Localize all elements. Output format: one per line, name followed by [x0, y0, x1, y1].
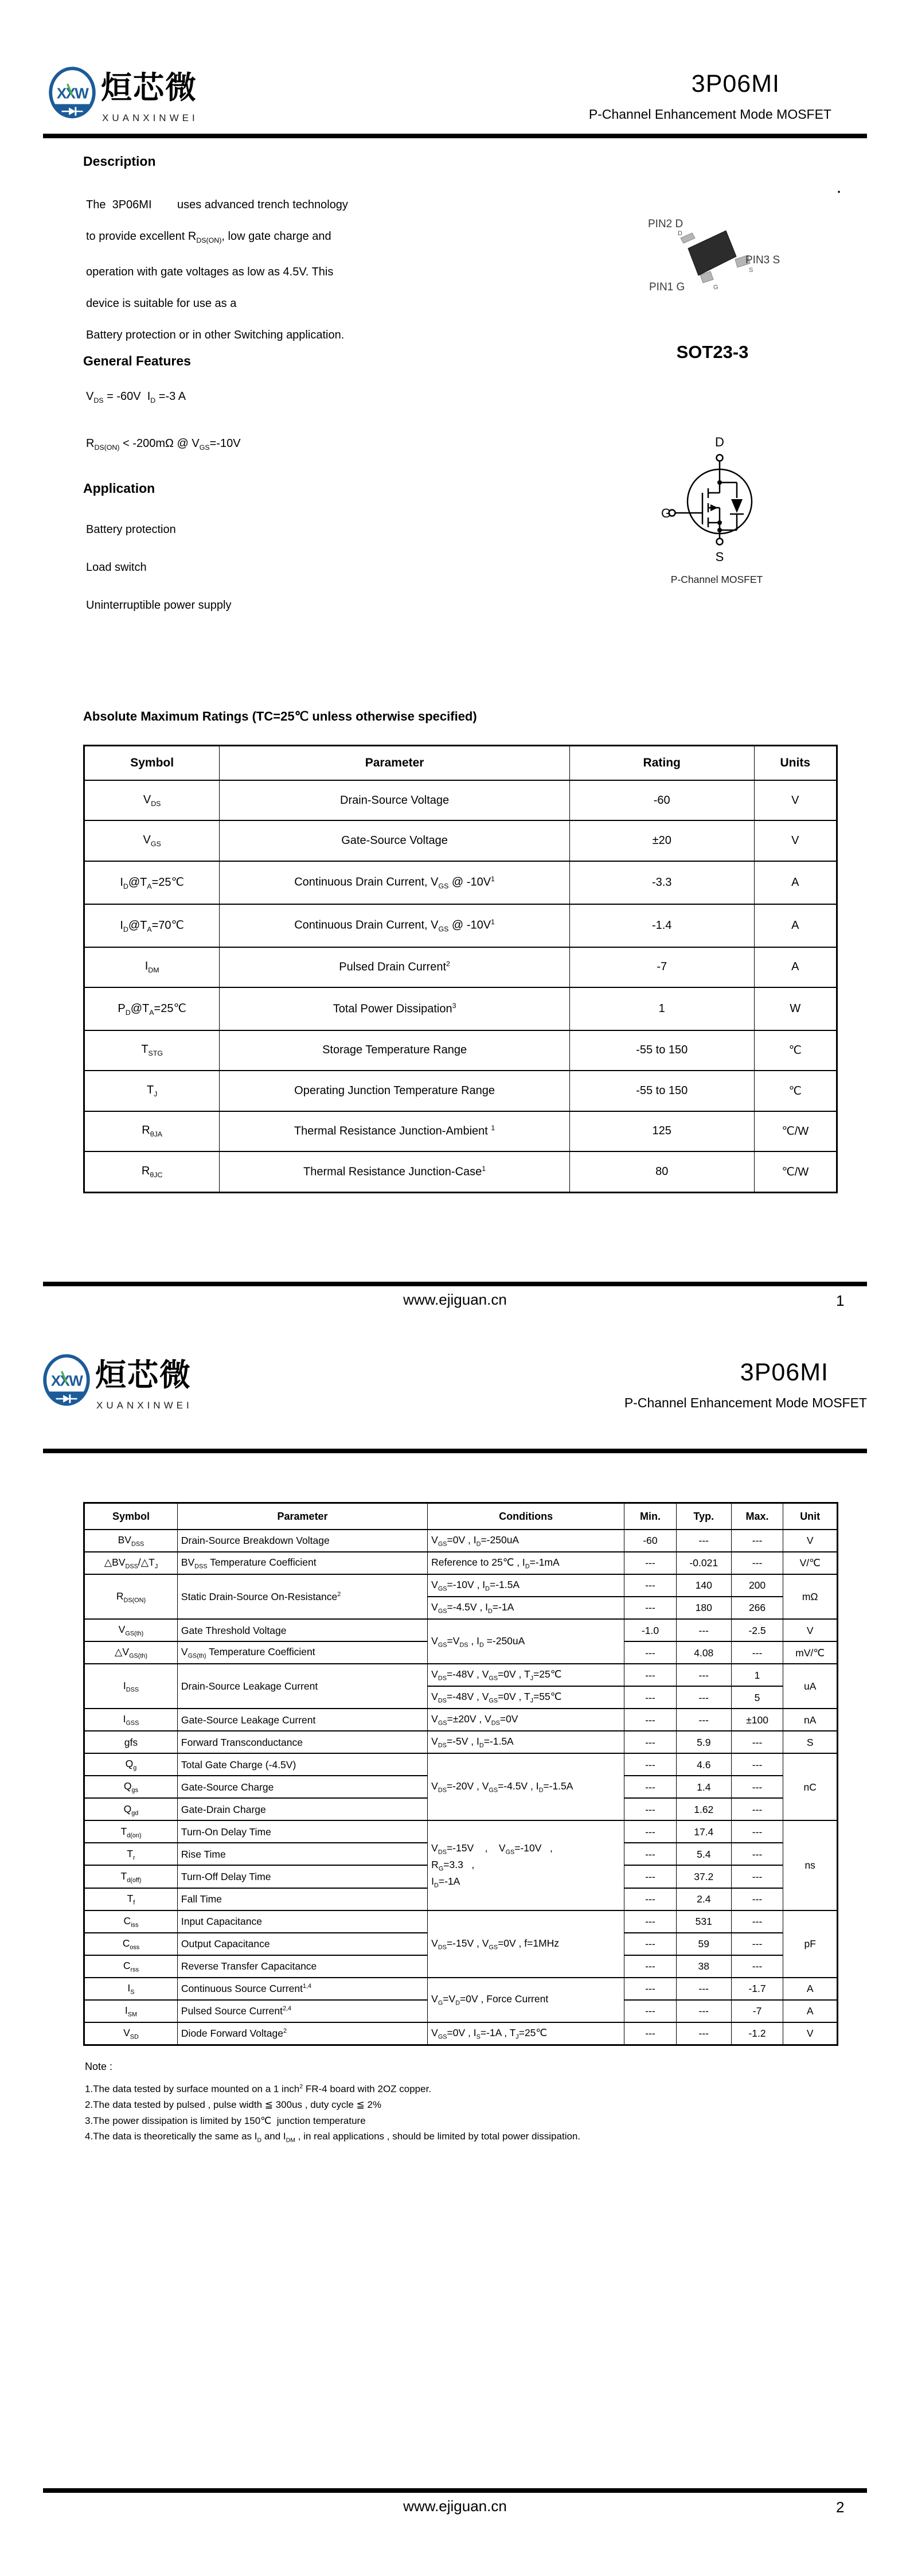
table-cell: $Q_{gd}$ — [84, 1798, 178, 1820]
table-cell: Thermal Resistance Junction-Case$^1$ — [220, 1151, 570, 1193]
table-cell: Gate-Source Charge — [177, 1776, 427, 1798]
table-cell: $C_{iss}$ — [84, 1910, 178, 1933]
table-cell: --- — [624, 1664, 677, 1686]
table-cell: -60 — [569, 780, 754, 820]
table-cell: 80 — [569, 1151, 754, 1193]
table-cell: $T_f$ — [84, 1888, 178, 1910]
svg-text:S: S — [715, 550, 724, 564]
table-row — [84, 904, 837, 947]
pin1-label: PIN1 G — [649, 281, 685, 293]
table-cell: ℃/W — [754, 1111, 837, 1151]
notes-list — [85, 2079, 580, 2149]
table-cell: 2.4 — [676, 1888, 731, 1910]
mosfet-symbol-caption: P-Channel MOSFET — [670, 574, 763, 585]
table-cell: Continuous Drain Current, $V_{GS}$ @ $-10V^1$ — [220, 861, 570, 904]
column-header: Parameter — [177, 1503, 427, 1530]
table-cell: $V_{GS}=-10V$ , $I_D=-1.5A$ — [428, 1574, 624, 1597]
description-paragraph — [86, 189, 348, 351]
column-header: Min. — [624, 1503, 677, 1530]
table-cell: 4.08 — [676, 1641, 731, 1664]
table-cell: Operating Junction Temperature Range — [220, 1071, 570, 1111]
column-header: Parameter — [220, 746, 570, 781]
table-cell: S — [783, 1731, 838, 1753]
table-row — [84, 1820, 838, 1843]
table-cell: Gate Threshold Voltage — [177, 1619, 427, 1641]
table-cell: $I_D@T_A=70℃$ — [84, 904, 220, 947]
table-cell: Total Gate Charge (-4.5V) — [177, 1753, 427, 1776]
table-cell: --- — [731, 1910, 783, 1933]
header-rule — [43, 134, 867, 138]
table-cell: --- — [624, 1686, 677, 1709]
table-cell: -1.2 — [731, 2022, 783, 2045]
table-cell: --- — [624, 1731, 677, 1753]
table-row — [84, 1071, 837, 1111]
table-cell: nA — [783, 1709, 838, 1731]
table-row — [84, 1151, 837, 1193]
table-cell: --- — [676, 1530, 731, 1552]
table-cell: 140 — [676, 1574, 731, 1597]
table-cell: -0.021 — [676, 1552, 731, 1574]
table-cell: --- — [731, 1865, 783, 1888]
table-cell: A — [754, 947, 837, 987]
column-header: Max. — [731, 1503, 783, 1530]
brand-name-en: XUANXINWEI — [102, 112, 198, 123]
table-cell: $R_{DS(ON)}$ — [84, 1574, 178, 1619]
table-cell: Turn-Off Delay Time — [177, 1865, 427, 1888]
footer-rule — [43, 1282, 867, 1286]
table-cell: 180 — [676, 1597, 731, 1619]
table-cell: -55 to 150 — [569, 1071, 754, 1111]
table-row — [84, 1910, 838, 1933]
svg-text:D: D — [715, 435, 724, 449]
table-cell: --- — [731, 1798, 783, 1820]
page-title: 3P06MI — [691, 70, 780, 98]
svg-text:G: G — [713, 284, 718, 291]
table-row — [84, 820, 837, 861]
table-cell: --- — [624, 1888, 677, 1910]
page-number: 2 — [836, 2499, 845, 2516]
table-cell: $Q_g$ — [84, 1753, 178, 1776]
table-cell: $V_{GS}=V_{DS}$ , $I_D =-250uA$ — [428, 1619, 624, 1664]
table-cell: A — [754, 904, 837, 947]
feature-line: $R_{DS(ON)} < -200m\Omega$ @ $V_{GS}=-10V$ — [86, 437, 241, 452]
table-cell: 4.6 — [676, 1753, 731, 1776]
table-row — [84, 861, 837, 904]
table-cell: V — [754, 820, 837, 861]
table-cell: $T_{d(off)}$ — [84, 1865, 178, 1888]
table-cell: --- — [731, 1933, 783, 1955]
table-cell: $V_{DS}=-48V$ , $V_{GS}=0V$ , $T_J=55℃$ — [428, 1686, 624, 1709]
brand-logo — [42, 1351, 91, 1411]
table-cell: $V_{DS}=-20V$ , $V_{GS}=-4.5V$ , $I_D=-1.5A$ — [428, 1753, 624, 1820]
table-cell: $I_D@T_A=25℃$ — [84, 861, 220, 904]
table-cell: Gate-Source Voltage — [220, 820, 570, 861]
table-cell: --- — [731, 1955, 783, 1978]
table-cell: $V_{DS}$ — [84, 780, 220, 820]
table-cell: V — [754, 780, 837, 820]
table-cell: Gate-Drain Charge — [177, 1798, 427, 1820]
table-cell: $V_{GS}=-4.5V$ , $I_D=-1A$ — [428, 1597, 624, 1619]
table-cell: --- — [731, 1820, 783, 1843]
table-cell: Storage Temperature Range — [220, 1030, 570, 1071]
table-cell: 125 — [569, 1111, 754, 1151]
table-cell: mV/℃ — [783, 1641, 838, 1664]
note-line: 4.The data is theoretically the same as $I_D$ and $I_{DM}$ , in real applications , should be limited by total power dissipation. — [85, 2131, 581, 2144]
mosfet-symbol-figure — [657, 434, 783, 571]
pin3-label: PIN3 S — [745, 254, 780, 266]
table-cell: Input Capacitance — [177, 1910, 427, 1933]
svg-text:S: S — [749, 267, 753, 274]
footer-website: www.ejiguan.cn — [403, 1291, 507, 1308]
table-cell: 5 — [731, 1686, 783, 1709]
table-cell: $T_J$ — [84, 1071, 220, 1111]
table-cell: V — [783, 1530, 838, 1552]
table-cell: 5.4 — [676, 1843, 731, 1865]
table-cell: --- — [624, 1641, 677, 1664]
table-row — [84, 947, 837, 987]
table-cell: $V_{DS}=-15V$ , $V_{GS}=-10V$ , $R_G=3.3$ , $I_D=-1A$ — [428, 1820, 624, 1910]
table-cell: --- — [624, 1798, 677, 1820]
table-cell: --- — [624, 1820, 677, 1843]
table-cell: Thermal Resistance Junction-Ambient $^1$ — [220, 1111, 570, 1151]
table-cell: Total Power Dissipation$^3$ — [220, 987, 570, 1030]
table-cell: $V_{GS(th)}$ Temperature Coefficient — [177, 1641, 427, 1664]
table-cell: 1.62 — [676, 1798, 731, 1820]
page-subtitle: P-Channel Enhancement Mode MOSFET — [624, 1395, 867, 1410]
table-row — [84, 1530, 838, 1552]
table-cell: -7 — [731, 2000, 783, 2022]
table-cell: --- — [624, 1574, 677, 1597]
table-cell: mΩ — [783, 1574, 838, 1619]
table-cell: -1.0 — [624, 1619, 677, 1641]
table-cell: Continuous Drain Current, $V_{GS}$ @ $-10V^1$ — [220, 904, 570, 947]
description-line: to provide excellent $R_{DS(ON)}$, low gate charge and — [86, 230, 331, 244]
table-cell: --- — [676, 1619, 731, 1641]
table-row — [84, 987, 837, 1030]
electrical-characteristics-table — [83, 1502, 838, 2046]
table-cell: --- — [676, 1686, 731, 1709]
table-cell: $I_S$ — [84, 1978, 178, 2000]
table-cell: $T_{STG}$ — [84, 1030, 220, 1071]
table-cell: V — [783, 1619, 838, 1641]
brand-name-en: XUANXINWEI — [96, 1400, 193, 1411]
table-cell: $C_{oss}$ — [84, 1933, 178, 1955]
table-cell: 17.4 — [676, 1820, 731, 1843]
table-cell: 38 — [676, 1955, 731, 1978]
application-line: Uninterruptible power supply — [86, 599, 232, 612]
table-cell: $V_{SD}$ — [84, 2022, 178, 2045]
table-cell: $R_{\theta JA}$ — [84, 1111, 220, 1151]
note-line: 3.The power dissipation is limited by 150℃ junction temperature — [85, 2115, 366, 2126]
table-cell: $T_r$ — [84, 1843, 178, 1865]
brand-name-cn: 烜芯微 — [95, 1358, 192, 1392]
table-cell: --- — [624, 1933, 677, 1955]
column-header: Typ. — [676, 1503, 731, 1530]
page-number: 1 — [836, 1292, 845, 1309]
table-cell: --- — [731, 1641, 783, 1664]
table-cell: --- — [676, 1709, 731, 1731]
brand-logo — [48, 63, 96, 124]
table-row — [84, 1709, 838, 1731]
application-line: Battery protection — [86, 523, 176, 536]
table-cell: --- — [676, 1664, 731, 1686]
page-subtitle: P-Channel Enhancement Mode MOSFET — [588, 107, 831, 122]
notes-heading: Note : — [85, 2061, 113, 2072]
table-row — [84, 1574, 838, 1597]
table-cell: Continuous Source Current$^{1,4}$ — [177, 1978, 427, 2000]
note-line: 1.The data tested by surface mounted on a 1 inch$^2$ FR-4 board with 2OZ copper. — [85, 2083, 432, 2095]
table-cell: 59 — [676, 1933, 731, 1955]
table-cell: $I_{GSS}$ — [84, 1709, 178, 1731]
description-line: The 3P06MI uses advanced trench technology — [86, 199, 348, 211]
table-row — [84, 1978, 838, 2000]
table-cell: $I_{DSS}$ — [84, 1664, 178, 1709]
table-cell: nC — [783, 1753, 838, 1820]
table-cell: --- — [624, 1910, 677, 1933]
table-cell: Gate-Source Leakage Current — [177, 1709, 427, 1731]
table-cell: W — [754, 987, 837, 1030]
table-row — [84, 780, 837, 820]
column-header: Rating — [569, 746, 754, 781]
table-cell: $T_{d(on)}$ — [84, 1820, 178, 1843]
application-list — [86, 523, 231, 637]
table-cell: --- — [731, 1552, 783, 1574]
table-cell: --- — [731, 1530, 783, 1552]
table-cell: A — [754, 861, 837, 904]
table-cell: Rise Time — [177, 1843, 427, 1865]
table-cell: Pulsed Drain Current$^2$ — [220, 947, 570, 987]
table-cell: -1.7 — [731, 1978, 783, 2000]
table-cell: Drain-Source Leakage Current — [177, 1664, 427, 1709]
table-cell: 37.2 — [676, 1865, 731, 1888]
header-rule — [43, 1449, 867, 1453]
table-row — [84, 1552, 838, 1574]
table-row — [84, 1619, 838, 1641]
table-cell: $V_G=V_D=0V$ , Force Current — [428, 1978, 624, 2022]
table-row — [84, 2022, 838, 2045]
table-cell: $I_{DM}$ — [84, 947, 220, 987]
column-header: Units — [754, 746, 837, 781]
table-cell: Static Drain-Source On-Resistance$^2$ — [177, 1574, 427, 1619]
description-line: device is suitable for use as a — [86, 297, 237, 310]
table-cell: $V_{GS}=0V$ , $I_D=-250uA$ — [428, 1530, 624, 1552]
table-cell: 1 — [731, 1664, 783, 1686]
table-cell: --- — [624, 1776, 677, 1798]
brand-name-cn: 烜芯微 — [101, 71, 197, 105]
table-cell: $V_{GS}$ — [84, 820, 220, 861]
column-header: Conditions — [428, 1503, 624, 1530]
table-cell: --- — [624, 1753, 677, 1776]
table-cell: ℃ — [754, 1071, 837, 1111]
table-cell: $R_{\theta JC}$ — [84, 1151, 220, 1193]
table-row — [84, 1111, 837, 1151]
footer-rule — [43, 2488, 867, 2493]
pin2-label: PIN2 D — [648, 218, 684, 230]
table-cell: Pulsed Source Current$^{2,4}$ — [177, 2000, 427, 2022]
table-cell: Fall Time — [177, 1888, 427, 1910]
table-cell: $BV_{DSS}$ — [84, 1530, 178, 1552]
table-cell: ns — [783, 1820, 838, 1910]
table-cell: pF — [783, 1910, 838, 1978]
table-cell: -7 — [569, 947, 754, 987]
table-cell: $Q_{gs}$ — [84, 1776, 178, 1798]
table-cell: --- — [624, 1843, 677, 1865]
table-cell: --- — [731, 1776, 783, 1798]
table-cell: $V_{GS(th)}$ — [84, 1619, 178, 1641]
absolute-maximum-ratings-table — [83, 745, 838, 1193]
table-cell: --- — [731, 1731, 783, 1753]
table-cell: $V_{DS}=-15V$ , $V_{GS}=0V$ , f=1MHz — [428, 1910, 624, 1978]
table-cell: $C_{rss}$ — [84, 1955, 178, 1978]
table-cell: -3.3 — [569, 861, 754, 904]
table-cell: ±100 — [731, 1709, 783, 1731]
table-row — [84, 1664, 838, 1686]
table-cell: $V_{GS}=0V$ , $I_S=-1A$ , $T_J=25℃$ — [428, 2022, 624, 2045]
table-cell: 200 — [731, 1574, 783, 1597]
application-line: Load switch — [86, 561, 147, 574]
table-cell: $\triangle V_{GS(th)}$ — [84, 1641, 178, 1664]
table-cell: 531 — [676, 1910, 731, 1933]
table-header-row — [84, 746, 837, 781]
table-cell: --- — [624, 2022, 677, 2045]
feature-line: $V_{DS} = -60V$ $I_D =-3$ A — [86, 390, 186, 404]
table-row — [84, 1731, 838, 1753]
table-cell: -1.4 — [569, 904, 754, 947]
table-cell: Output Capacitance — [177, 1933, 427, 1955]
table-row — [84, 1030, 837, 1071]
table-header-row — [84, 1503, 838, 1530]
column-header: Symbol — [84, 1503, 178, 1530]
table-cell: -55 to 150 — [569, 1030, 754, 1071]
table-cell: -60 — [624, 1530, 677, 1552]
table-cell: Drain-Source Breakdown Voltage — [177, 1530, 427, 1552]
table-cell: --- — [624, 1978, 677, 2000]
table-cell: --- — [731, 1753, 783, 1776]
table-cell: 1 — [569, 987, 754, 1030]
table-cell: --- — [624, 1709, 677, 1731]
table-cell: gfs — [84, 1731, 178, 1753]
table-cell: $\triangle BV_{DSS}/\triangle T_J$ — [84, 1552, 178, 1574]
column-header: Symbol — [84, 746, 220, 781]
table-cell: --- — [676, 2000, 731, 2022]
page-title: 3P06MI — [740, 1359, 829, 1386]
description-line: operation with gate voltages as low as 4.5V. This — [86, 266, 334, 278]
table-cell: --- — [624, 1552, 677, 1574]
application-heading: Application — [83, 481, 155, 496]
table-cell: $V_{GS}=\pm 20V$ , $V_{DS}=0V$ — [428, 1709, 624, 1731]
table-cell: ℃ — [754, 1030, 837, 1071]
table-cell: --- — [624, 1597, 677, 1619]
table-cell: ℃/W — [754, 1151, 837, 1193]
table-cell: $V_{DS}=-48V$ , $V_{GS}=0V$ , $T_J=25℃$ — [428, 1664, 624, 1686]
table-cell: --- — [624, 2000, 677, 2022]
table-cell: $BV_{DSS}$ Temperature Coefficient — [177, 1552, 427, 1574]
table-cell: --- — [731, 1843, 783, 1865]
table-cell: $I_{SM}$ — [84, 2000, 178, 2022]
table-cell: 266 — [731, 1597, 783, 1619]
svg-text:G: G — [661, 506, 671, 520]
table-cell: V — [783, 2022, 838, 2045]
table-cell: --- — [676, 1978, 731, 2000]
table-cell: 5.9 — [676, 1731, 731, 1753]
table-cell: Forward Transconductance — [177, 1731, 427, 1753]
stray-dot: . — [837, 181, 841, 196]
table-row — [84, 1753, 838, 1776]
table-cell: Diode Forward Voltage$^2$ — [177, 2022, 427, 2045]
svg-text:D: D — [678, 230, 682, 237]
table-cell: Reference to 25℃ , $I_D=-1mA$ — [428, 1552, 624, 1574]
footer-website: www.ejiguan.cn — [403, 2497, 507, 2515]
table-cell: Reverse Transfer Capacitance — [177, 1955, 427, 1978]
amr-heading: Absolute Maximum Ratings (TC=25℃ unless otherwise specified) — [83, 709, 477, 723]
description-line: Battery protection or in other Switching application. — [86, 329, 345, 341]
package-name: SOT23-3 — [676, 342, 749, 362]
description-heading: Description — [83, 154, 156, 169]
table-cell: uA — [783, 1664, 838, 1709]
table-cell: --- — [731, 1888, 783, 1910]
table-cell: --- — [676, 2022, 731, 2045]
table-cell: Turn-On Delay Time — [177, 1820, 427, 1843]
table-cell: V/℃ — [783, 1552, 838, 1574]
table-cell: --- — [624, 1865, 677, 1888]
general-features-heading: General Features — [83, 353, 191, 368]
table-cell: $V_{DS}=-5V$ , $I_D=-1.5A$ — [428, 1731, 624, 1753]
table-cell: ±20 — [569, 820, 754, 861]
table-cell: 1.4 — [676, 1776, 731, 1798]
table-cell: A — [783, 2000, 838, 2022]
column-header: Unit — [783, 1503, 838, 1530]
general-features-list — [86, 390, 241, 484]
table-cell: -2.5 — [731, 1619, 783, 1641]
note-line: 2.The data tested by pulsed , pulse width ≦ 300us , duty cycle ≦ 2% — [85, 2099, 382, 2111]
table-cell: --- — [624, 1955, 677, 1978]
table-cell: A — [783, 1978, 838, 2000]
table-cell: Drain-Source Voltage — [220, 780, 570, 820]
table-cell: $P_D@T_A=25℃$ — [84, 987, 220, 1030]
